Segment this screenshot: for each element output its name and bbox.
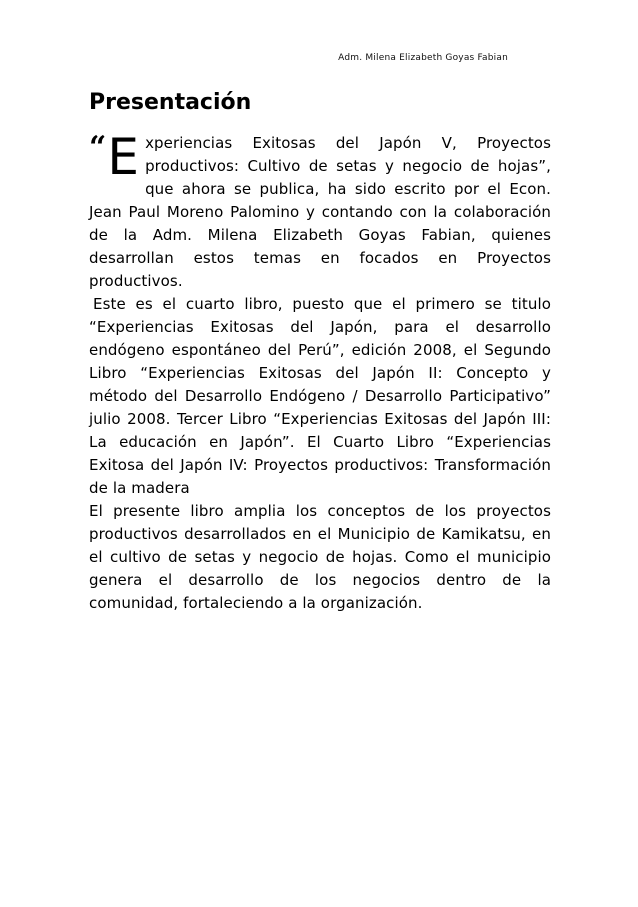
paragraph-scope: El presente libro amplia los conceptos de los proyectos productivos desarrollados en el Municipio de Kamikatsu, en el cultivo de setas y negocio de hojas. Como el municipio genera el desarrollo de los negocios dentro de la comunidad, fortaleciendo a la organización. xyxy=(89,502,551,612)
paragraph-intro xyxy=(89,128,551,293)
paragraph-intro-text: xperiencias Exitosas del Japón V, Proyectos productivos: Cultivo de setas y negocio de hojas”, que ahora se publica, ha sido escrito por el Econ. Jean Paul Moreno Palomino y contando con la colaboración de la Adm. Milena Elizabeth Goyas Fabian, quienes desarrollan estos temas en focados en Proyectos productivos. xyxy=(89,134,551,290)
drop-cap xyxy=(89,128,140,186)
drop-cap-quote: “ xyxy=(89,130,107,165)
page-header-author: Adm. Milena Elizabeth Goyas Fabian xyxy=(338,53,508,63)
drop-cap-letter: E xyxy=(107,128,140,186)
paragraph-previous-books: Este es el cuarto libro, puesto que el primero se titulo “Experiencias Exitosas del Japón, para el desarrollo endógeno espontáneo del Perú”, edición 2008, el Segundo Libro “Experiencias Exitosas del Japón II: Concepto y método del Desarrollo Endógeno / Desarrollo Participativo” julio 2008. Tercer Libro “Experiencias Exitosas del Japón III: La educación en Japón”. El Cuarto Libro “Experiencias Exitosa del Japón IV: Proyectos productivos: Transformación de la madera xyxy=(89,295,551,497)
document-body xyxy=(89,88,551,615)
page-title: Presentación xyxy=(89,90,252,115)
